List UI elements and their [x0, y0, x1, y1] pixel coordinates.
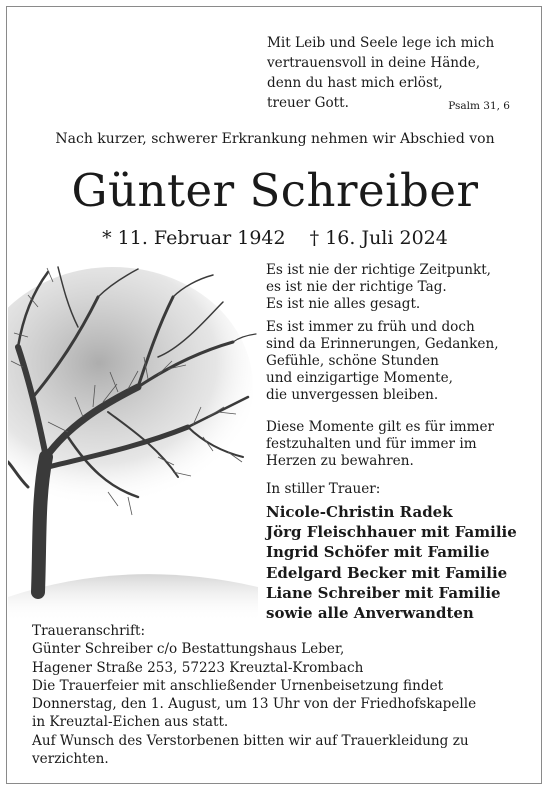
psalm-reference: Psalm 31, 6 — [448, 100, 510, 112]
poem-line: es ist nie der richtige Tag. — [266, 279, 447, 296]
address-line: Auf Wunsch des Verstorbenen bitten wir auf Trauerkleidung zu — [32, 732, 469, 749]
deceased-name: Günter Schreiber — [71, 164, 479, 217]
poem-line: sind da Erinnerungen, Gedanken, — [266, 335, 499, 352]
tree-illustration — [8, 257, 258, 622]
mourner-name: Edelgard Becker mit Familie — [266, 563, 508, 582]
mourner-list — [266, 502, 517, 623]
death-date: † 16. Juli 2024 — [309, 227, 448, 249]
poem-line: Gefühle, schöne Stunden — [266, 353, 439, 370]
mourner-name: Ingrid Schöfer mit Familie — [266, 543, 490, 562]
mourner-name: Nicole-Christin Radek — [266, 503, 453, 521]
mourner-name: Jörg Fleischhauer mit Familie — [266, 523, 517, 542]
poem-line: und einzigartige Momente, — [266, 370, 453, 387]
mourner-name: sowie alle Anverwandten — [266, 604, 474, 623]
life-dates — [0, 226, 550, 250]
poem-line: Es ist immer zu früh und doch — [266, 318, 475, 335]
birth-date: * 11. Februar 1942 — [102, 227, 286, 249]
poem-line: Es ist nie der richtige Zeitpunkt, — [266, 262, 491, 278]
psalm-line: treuer Gott. — [267, 95, 349, 111]
psalm-line: denn du hast mich erlöst, — [267, 75, 443, 91]
psalm-line: vertrauensvoll in deine Hände, — [267, 55, 481, 71]
address-line: verzichten. — [32, 751, 109, 768]
address-block — [32, 622, 532, 768]
address-line: Donnerstag, den 1. August, um 13 Uhr von der Friedhofskapelle — [32, 696, 477, 713]
address-line: Traueranschrift: — [32, 623, 146, 639]
psalm-line: Mit Leib und Seele lege ich mich — [267, 35, 495, 51]
address-line: in Kreuztal-Eichen aus statt. — [32, 714, 229, 731]
poem — [266, 262, 536, 470]
poem-line: Es ist nie alles gesagt. — [266, 296, 421, 313]
mourner-name: Liane Schreiber mit Familie — [266, 583, 501, 602]
poem-line: Herzen zu bewahren. — [266, 453, 414, 470]
poem-line: Diese Momente gilt es für immer — [266, 418, 495, 435]
poem-line: festzuhalten und für immer im — [266, 435, 477, 452]
poem-line: die unvergessen bleiben. — [266, 387, 439, 404]
address-line: Hagener Straße 253, 57223 Kreuztal-Krombach — [32, 659, 364, 676]
grief-label: In stiller Trauer: — [266, 481, 381, 497]
intro-text: Nach kurzer, schwerer Erkrankung nehmen wir Abschied von — [55, 131, 495, 147]
address-line: Die Trauerfeier mit anschließender Urnenbeisetzung findet — [32, 677, 444, 694]
ground — [8, 574, 258, 622]
address-line: Günter Schreiber c/o Bestattungshaus Leber, — [32, 641, 345, 658]
